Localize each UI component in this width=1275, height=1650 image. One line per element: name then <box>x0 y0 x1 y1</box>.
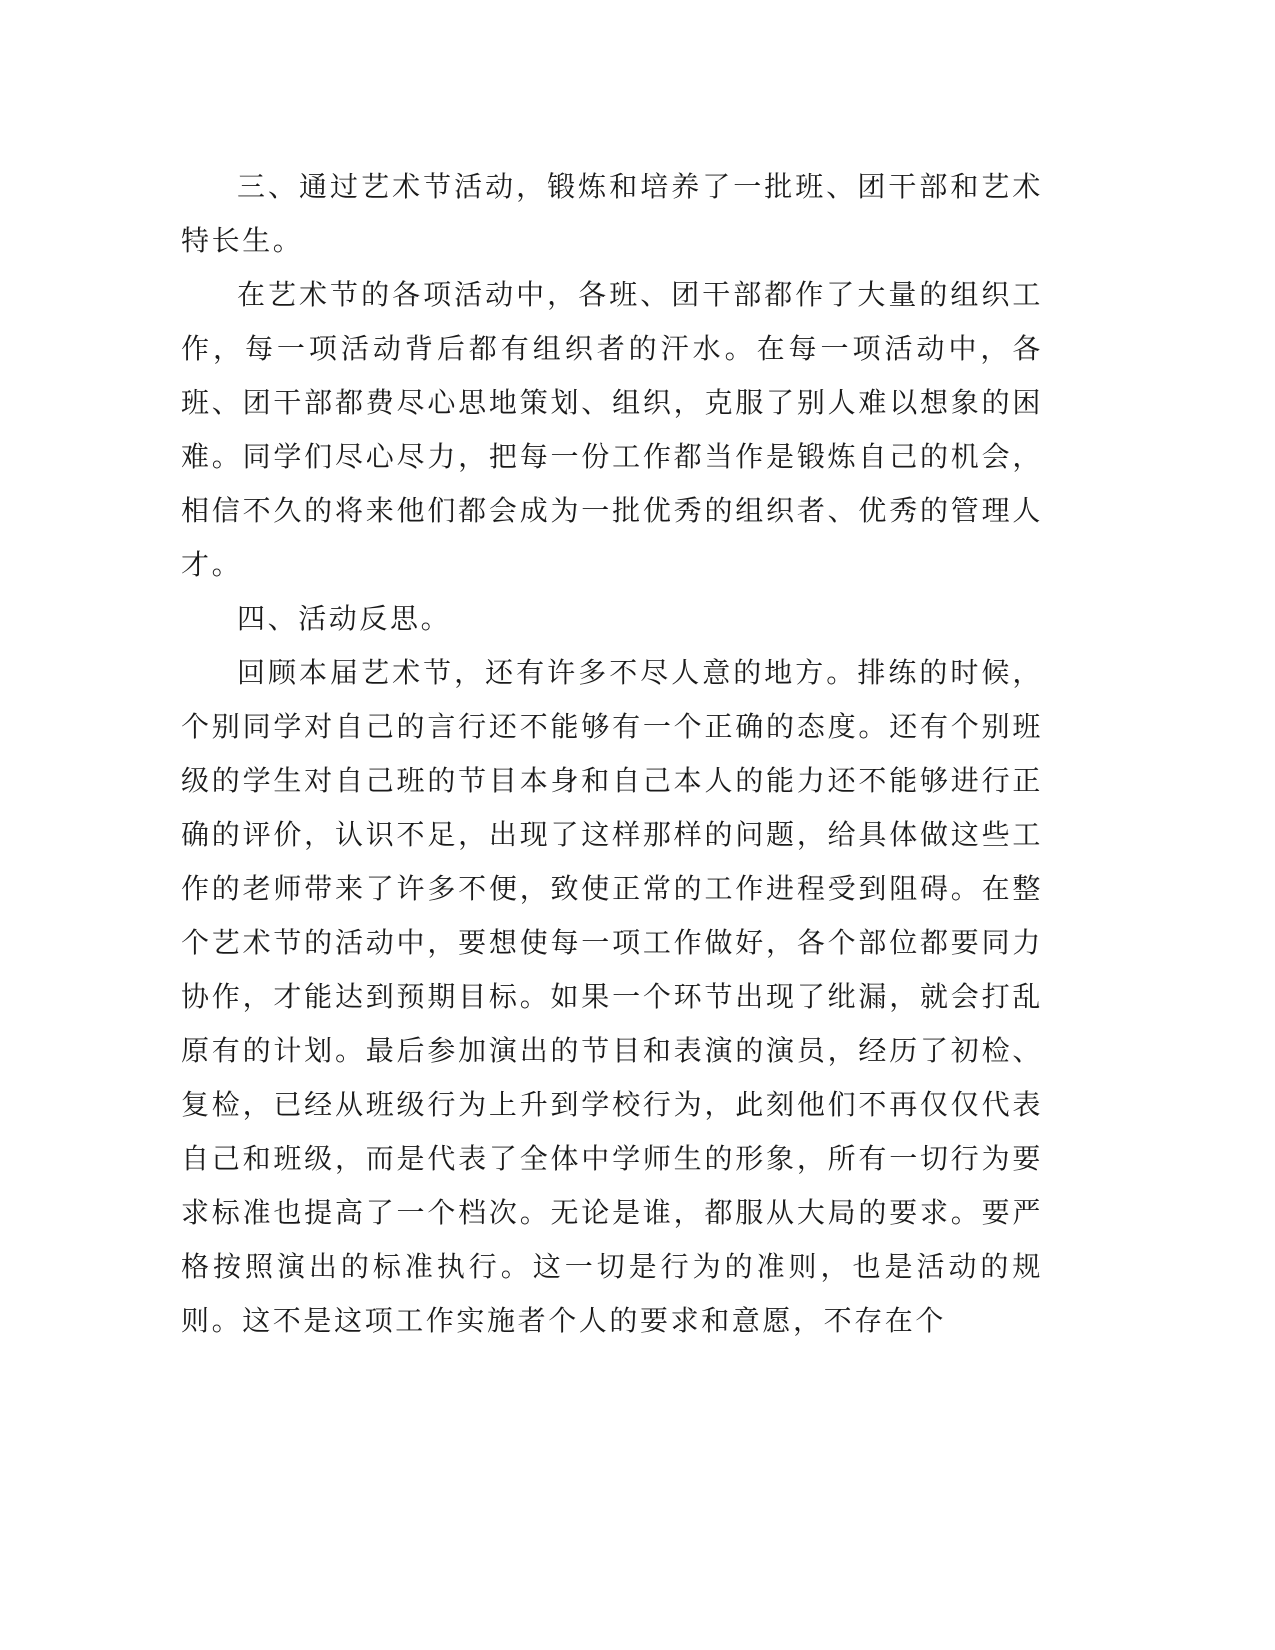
section-four-heading: 四、活动反思。 <box>237 602 452 635</box>
document-body <box>181 160 1043 1348</box>
section-three-heading: 三、通过艺术节活动，锻炼和培养了一批班、团干部和艺术特长生。 <box>181 170 1043 257</box>
paragraph: 在艺术节的各项活动中，各班、团干部都作了大量的组织工作，每一项活动背后都有组织者的汗水。在每一项活动中，各班、团干部都费尽心思地策划、组织，克服了别人难以想象的困难。同学们尽心尽力，把每一份工作都当作是锻炼自己的机会，相信不久的将来他们都会成为一批优秀的组织者、优秀的管理人才。 <box>181 278 1043 581</box>
paragraph: 回顾本届艺术节，还有许多不尽人意的地方。排练的时候，个别同学对自己的言行还不能够有一个正确的态度。还有个别班级的学生对自己班的节目本身和自己本人的能力还不能够进行正确的评价，认识不足，出现了这样那样的问题，给具体做这些工作的老师带来了许多不便，致使正常的工作进程受到阻碍。在整个艺术节的活动中，要想使每一项工作做好，各个部位都要同力协作，才能达到预期目标。如果一个环节出现了纰漏，就会打乱原有的计划。最后参加演出的节目和表演的演员，经历了初检、复检，已经从班级行为上升到学校行为，此刻他们不再仅仅代表自己和班级，而是代表了全体中学师生的形象，所有一切行为要求标准也提高了一个档次。无论是谁，都服从大局的要求。要严格按照演出的标准执行。这一切是行为的准则，也是活动的规则。这不是这项工作实施者个人的要求和意愿，不存在个 <box>181 656 1043 1337</box>
